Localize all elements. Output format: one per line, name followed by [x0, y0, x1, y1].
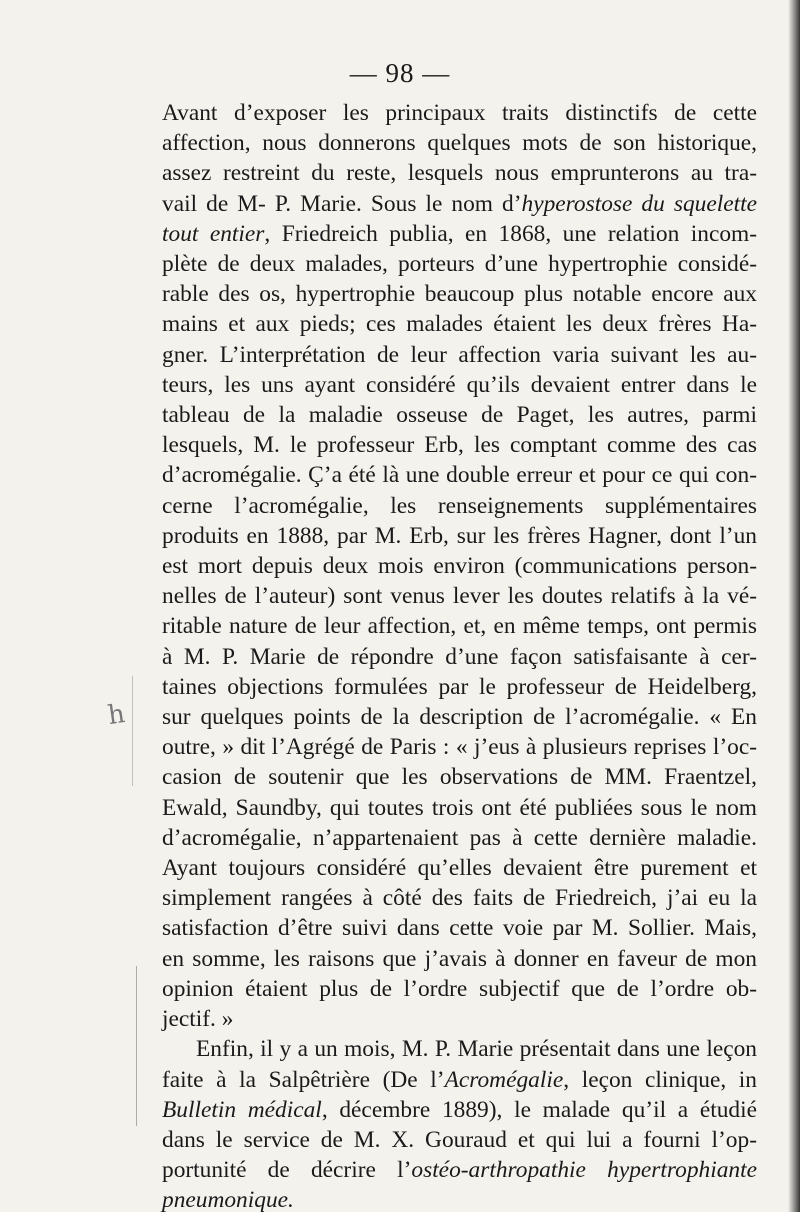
- italic-text: Bulletin médical: [162, 1096, 322, 1123]
- text-run: satisfaction d’être suivi dans cette voie par M. Sollier. Mais,: [162, 915, 757, 942]
- text-run: gner. L’interprétation de leur affection varia suivant les au-: [162, 341, 757, 368]
- text-run: simplement rangées à côté des faits de Friedreich, j’ai eu la: [162, 885, 757, 912]
- text-run: rable des os, hypertrophie beaucoup plus notable encore aux: [162, 281, 757, 308]
- text-run: , leçon clinique, in: [563, 1066, 757, 1093]
- text-run: d’acromégalie, n’appartenaient pas à cette dernière maladie.: [162, 824, 757, 851]
- text-run: , décembre 1889), le malade qu’il a étudié: [321, 1096, 757, 1123]
- text-line: [162, 249, 757, 279]
- text-run: Ewald, Saundby, qui toutes trois ont été publiées sous le nom: [162, 794, 757, 821]
- page-edge-shadow: [788, 0, 800, 1212]
- text-line: [162, 913, 757, 943]
- text-run: Enfin, il y a un mois, M. P. Marie présentait dans une leçon: [196, 1036, 757, 1063]
- italic-text: Acromégalie: [444, 1066, 564, 1093]
- text-line: [162, 430, 757, 460]
- text-run: jectif. »: [162, 1006, 234, 1033]
- text-run: en somme, les raisons que j’avais à donner en faveur de mon: [162, 945, 757, 972]
- text-line: [162, 340, 757, 370]
- italic-text: ostéo-arthropathie hypertrophiante: [411, 1157, 758, 1184]
- italic-text: tout entier: [162, 220, 265, 247]
- text-line: [162, 128, 757, 158]
- text-line: [162, 581, 757, 611]
- text-line: [162, 732, 757, 762]
- body-text: [162, 98, 757, 1212]
- italic-text: hyperostose du squelette: [521, 190, 757, 217]
- text-run: outre, » dit l’Agrégé de Paris : « j’eus à plusieurs reprises l’oc-: [162, 734, 757, 761]
- text-line: [162, 762, 757, 792]
- text-line: [162, 551, 757, 581]
- margin-pencil-line: [132, 676, 133, 786]
- text-run: à M. P. Marie de répondre d’une façon satisfaisante à cer-: [162, 643, 757, 670]
- text-run: cerne l’acromégalie, les renseignements supplémentaires: [162, 492, 757, 519]
- text-line: [162, 1185, 757, 1212]
- text-run: nelles de l’auteur) sont venus lever les doutes relatifs à la vé-: [162, 583, 757, 610]
- text-line: [162, 702, 757, 732]
- text-run: est mort depuis deux mois environ (communications person-: [162, 553, 757, 580]
- text-run: ritable nature de leur affection, et, en même temps, ont permis: [162, 613, 757, 640]
- text-line: [162, 1065, 757, 1095]
- text-run: Avant d’exposer les principaux traits distinctifs de cette: [162, 100, 757, 126]
- paragraph: [162, 98, 757, 1034]
- text-line: [162, 400, 757, 430]
- text-run: affection, nous donnerons quelques mots de son historique,: [162, 130, 757, 157]
- text-run: casion de soutenir que les observations de MM. Fraentzel,: [162, 764, 757, 791]
- text-run: faite à la Salpêtrière (De l’: [162, 1066, 445, 1093]
- text-line: [162, 279, 757, 309]
- text-run: produits en 1888, par M. Erb, sur les frères Hagner, dont l’un: [162, 522, 757, 549]
- text-line: [162, 672, 757, 702]
- text-line: [162, 491, 757, 521]
- text-line: [162, 370, 757, 400]
- text-line: [162, 883, 757, 913]
- text-line: [162, 98, 757, 128]
- text-line: [162, 793, 757, 823]
- text-run: mains et aux pieds; ces malades étaient les deux frères Ha-: [162, 311, 757, 338]
- text-run: assez restreint du reste, lesquels nous emprunterons au tra-: [162, 160, 757, 187]
- text-line: [162, 974, 757, 1004]
- margin-handwritten-note: h: [105, 698, 127, 732]
- margin-pencil-line: [136, 966, 137, 1126]
- text-line: [162, 823, 757, 853]
- text-line: [162, 189, 757, 219]
- text-line: [162, 611, 757, 641]
- text-run: taines objections formulées par le professeur de Heidelberg,: [162, 673, 757, 700]
- text-line: [162, 944, 757, 974]
- text-run: vail de M- P. Marie. Sous le nom d’: [162, 190, 522, 217]
- page-number: — 98 —: [349, 58, 451, 88]
- text-run: lesquels, M. le professeur Erb, les comptant comme des cas: [162, 432, 757, 459]
- text-line: [162, 1095, 757, 1125]
- text-line: [162, 521, 757, 551]
- text-line: [162, 309, 757, 339]
- paragraph: [162, 1034, 757, 1212]
- text-run: d’acromégalie. Ç’a été là une double erreur et pour ce qui con-: [162, 462, 757, 489]
- text-line: [162, 219, 757, 249]
- text-line: [162, 1155, 757, 1185]
- text-run: opinion étaient plus de l’ordre subjectif que de l’ordre ob-: [162, 975, 757, 1002]
- italic-text: pneumonique.: [162, 1187, 294, 1212]
- text-line: [162, 460, 757, 490]
- text-run: plète de deux malades, porteurs d’une hypertrophie considé-: [162, 251, 757, 278]
- text-line: [162, 158, 757, 188]
- text-line: [162, 1004, 757, 1034]
- text-line: [162, 642, 757, 672]
- text-run: dans le service de M. X. Gouraud et qui lui a fourni l’op-: [162, 1126, 757, 1153]
- text-line: [162, 853, 757, 883]
- text-run: , Friedreich publia, en 1868, une relation incom-: [264, 220, 758, 247]
- text-run: teurs, les uns ayant considéré qu’ils devaient entrer dans le: [162, 371, 757, 398]
- text-run: tableau de la maladie osseuse de Paget, les autres, parmi: [162, 402, 757, 429]
- text-run: sur quelques points de la description de l’acromégalie. « En: [162, 704, 757, 731]
- text-run: Ayant toujours considéré qu’elles devaient être purement et: [162, 855, 757, 882]
- text-line: [162, 1034, 757, 1064]
- text-line: [162, 1125, 757, 1155]
- text-run: portunité de décrire l’: [162, 1157, 412, 1184]
